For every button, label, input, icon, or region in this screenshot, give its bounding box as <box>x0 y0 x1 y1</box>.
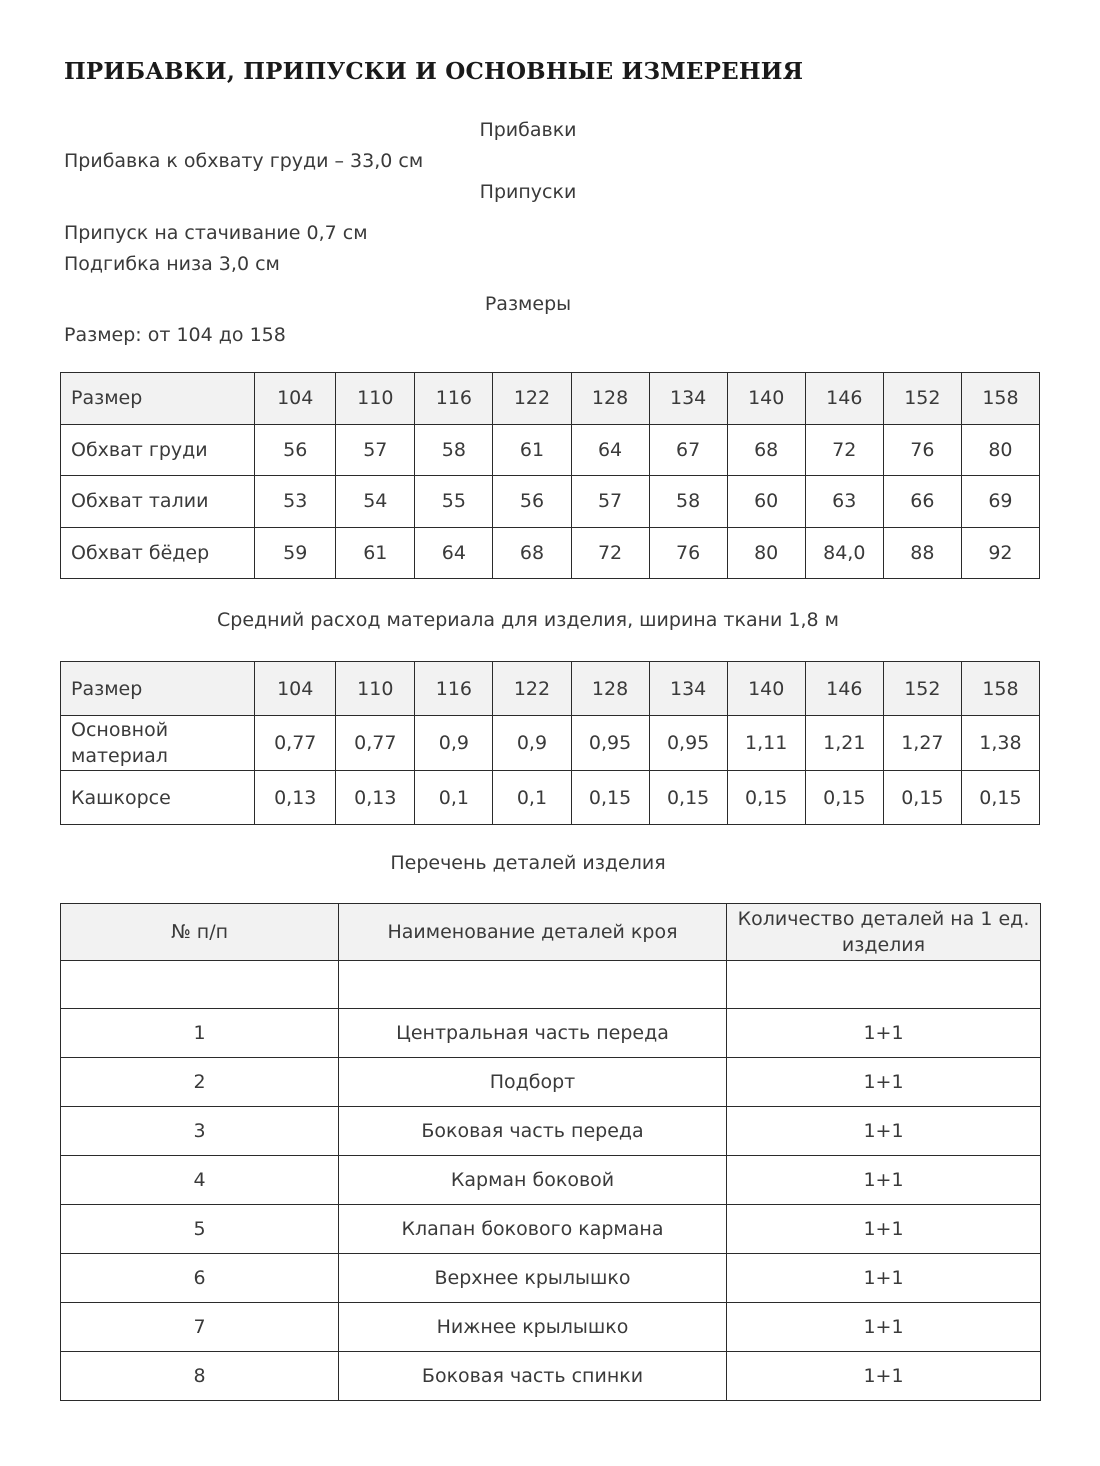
table-cell: 72 <box>805 424 883 476</box>
part-quantity: 1+1 <box>727 1205 1041 1254</box>
table-cell: 59 <box>255 527 336 579</box>
table-cell <box>727 961 1041 1009</box>
table-cell: 68 <box>493 527 571 579</box>
part-number: 7 <box>61 1303 339 1352</box>
table-cell: 54 <box>336 476 415 528</box>
part-number: 1 <box>61 1009 339 1058</box>
header-cell: 140 <box>727 662 805 716</box>
header-cell: 158 <box>961 662 1039 716</box>
header-cell: 134 <box>649 373 727 425</box>
size-range: Размер: от 104 до 158 <box>64 324 286 346</box>
table-row <box>61 1009 1041 1058</box>
table-cell: 57 <box>571 476 649 528</box>
table-cell: 0,13 <box>336 771 415 825</box>
table-cell: 64 <box>415 527 493 579</box>
header-cell: Размер <box>61 373 255 425</box>
part-name: Клапан бокового кармана <box>339 1205 727 1254</box>
header-cell: 158 <box>961 373 1039 425</box>
table-cell: 57 <box>336 424 415 476</box>
header-cell: 116 <box>415 662 493 716</box>
table-cell: 56 <box>255 424 336 476</box>
table-cell: 66 <box>883 476 961 528</box>
table-cell: 1,27 <box>883 716 961 771</box>
table-cell: 68 <box>727 424 805 476</box>
header-cell: 122 <box>493 662 571 716</box>
header-cell: № п/п <box>61 904 339 961</box>
part-quantity: 1+1 <box>727 1058 1041 1107</box>
table-cell: 0,77 <box>336 716 415 771</box>
table-cell: 0,15 <box>883 771 961 825</box>
table-cell: 64 <box>571 424 649 476</box>
table-row <box>61 1058 1041 1107</box>
table-cell: 67 <box>649 424 727 476</box>
chest-allowance: Прибавка к обхвату груди – 33,0 см <box>64 150 424 172</box>
table-cell: 80 <box>727 527 805 579</box>
table-cell: 76 <box>649 527 727 579</box>
table-cell: 0,95 <box>649 716 727 771</box>
parts-header-row <box>61 904 1041 961</box>
table-row <box>61 1352 1041 1401</box>
row-label: Обхват бёдер <box>61 527 255 579</box>
table-row <box>61 1254 1041 1303</box>
header-cell: 104 <box>255 373 336 425</box>
table-cell: 58 <box>415 424 493 476</box>
header-cell: Количество деталей на 1 ед. изделия <box>727 904 1041 961</box>
part-name: Центральная часть переда <box>339 1009 727 1058</box>
part-quantity: 1+1 <box>727 1107 1041 1156</box>
part-quantity: 1+1 <box>727 1009 1041 1058</box>
table-row <box>61 424 1040 476</box>
table-row <box>61 1303 1041 1352</box>
table-cell: 63 <box>805 476 883 528</box>
sizes-heading: Размеры <box>484 293 572 315</box>
header-cell: 152 <box>883 662 961 716</box>
table-row <box>61 476 1040 528</box>
header-cell: 134 <box>649 662 727 716</box>
table-row <box>61 527 1040 579</box>
table-cell: 1,38 <box>961 716 1039 771</box>
header-cell: 116 <box>415 373 493 425</box>
allowances-heading: Прибавки <box>479 119 577 141</box>
table-cell: 69 <box>961 476 1039 528</box>
table-cell: 84,0 <box>805 527 883 579</box>
hem-allowance: Подгибка низа 3,0 см <box>64 253 280 275</box>
table-cell: 0,1 <box>493 771 571 825</box>
seam-allowance: Припуск на стачивание 0,7 см <box>64 222 368 244</box>
table-cell: 58 <box>649 476 727 528</box>
part-number: 5 <box>61 1205 339 1254</box>
part-number: 4 <box>61 1156 339 1205</box>
header-cell: Наименование деталей кроя <box>339 904 727 961</box>
table-cell: 53 <box>255 476 336 528</box>
table-cell: 1,11 <box>727 716 805 771</box>
measurements-table <box>60 372 1040 579</box>
header-cell: 110 <box>336 662 415 716</box>
consumption-heading: Средний расход материала для изделия, ширина ткани 1,8 м <box>217 609 839 631</box>
part-name: Боковая часть переда <box>339 1107 727 1156</box>
table-row <box>61 1156 1041 1205</box>
table-cell: 60 <box>727 476 805 528</box>
table-cell: 0,95 <box>571 716 649 771</box>
table-cell: 0,15 <box>727 771 805 825</box>
measurements-header-row <box>61 373 1040 425</box>
table-cell: 0,13 <box>255 771 336 825</box>
part-quantity: 1+1 <box>727 1352 1041 1401</box>
table-cell: 61 <box>336 527 415 579</box>
table-cell: 0,15 <box>961 771 1039 825</box>
part-number: 2 <box>61 1058 339 1107</box>
empty-row <box>61 961 1041 1009</box>
row-label: Основной материал <box>61 716 255 771</box>
table-cell: 0,77 <box>255 716 336 771</box>
table-row <box>61 771 1040 825</box>
part-name: Подборт <box>339 1058 727 1107</box>
header-cell: 146 <box>805 373 883 425</box>
header-cell: 122 <box>493 373 571 425</box>
parts-table <box>60 903 1041 1401</box>
header-cell: 146 <box>805 662 883 716</box>
part-number: 3 <box>61 1107 339 1156</box>
table-cell <box>61 961 339 1009</box>
table-cell: 0,15 <box>649 771 727 825</box>
table-cell: 61 <box>493 424 571 476</box>
table-cell: 80 <box>961 424 1039 476</box>
table-cell: 92 <box>961 527 1039 579</box>
header-cell: 152 <box>883 373 961 425</box>
table-cell: 0,15 <box>805 771 883 825</box>
table-cell: 72 <box>571 527 649 579</box>
part-name: Верхнее крылышко <box>339 1254 727 1303</box>
table-cell: 88 <box>883 527 961 579</box>
part-quantity: 1+1 <box>727 1254 1041 1303</box>
row-label: Кашкорсе <box>61 771 255 825</box>
part-number: 6 <box>61 1254 339 1303</box>
header-cell: 128 <box>571 373 649 425</box>
table-cell: 0,15 <box>571 771 649 825</box>
part-quantity: 1+1 <box>727 1303 1041 1352</box>
seams-heading: Припуски <box>479 181 577 203</box>
row-label: Обхват груди <box>61 424 255 476</box>
consumption-header-row <box>61 662 1040 716</box>
table-cell: 76 <box>883 424 961 476</box>
part-name: Боковая часть спинки <box>339 1352 727 1401</box>
table-row <box>61 1205 1041 1254</box>
table-cell <box>339 961 727 1009</box>
table-cell: 0,1 <box>415 771 493 825</box>
table-cell: 55 <box>415 476 493 528</box>
part-name: Нижнее крылышко <box>339 1303 727 1352</box>
table-row <box>61 1107 1041 1156</box>
page-title: ПРИБАВКИ, ПРИПУСКИ И ОСНОВНЫЕ ИЗМЕРЕНИЯ <box>64 58 804 85</box>
part-name: Карман боковой <box>339 1156 727 1205</box>
part-number: 8 <box>61 1352 339 1401</box>
row-label: Обхват талии <box>61 476 255 528</box>
table-cell: 56 <box>493 476 571 528</box>
part-quantity: 1+1 <box>727 1156 1041 1205</box>
table-cell: 0,9 <box>415 716 493 771</box>
header-cell: 140 <box>727 373 805 425</box>
header-cell: 104 <box>255 662 336 716</box>
table-cell: 1,21 <box>805 716 883 771</box>
table-cell: 0,9 <box>493 716 571 771</box>
parts-heading: Перечень деталей изделия <box>390 852 666 874</box>
table-row <box>61 716 1040 771</box>
consumption-table <box>60 661 1040 825</box>
header-cell: 128 <box>571 662 649 716</box>
header-cell: 110 <box>336 373 415 425</box>
header-cell: Размер <box>61 662 255 716</box>
